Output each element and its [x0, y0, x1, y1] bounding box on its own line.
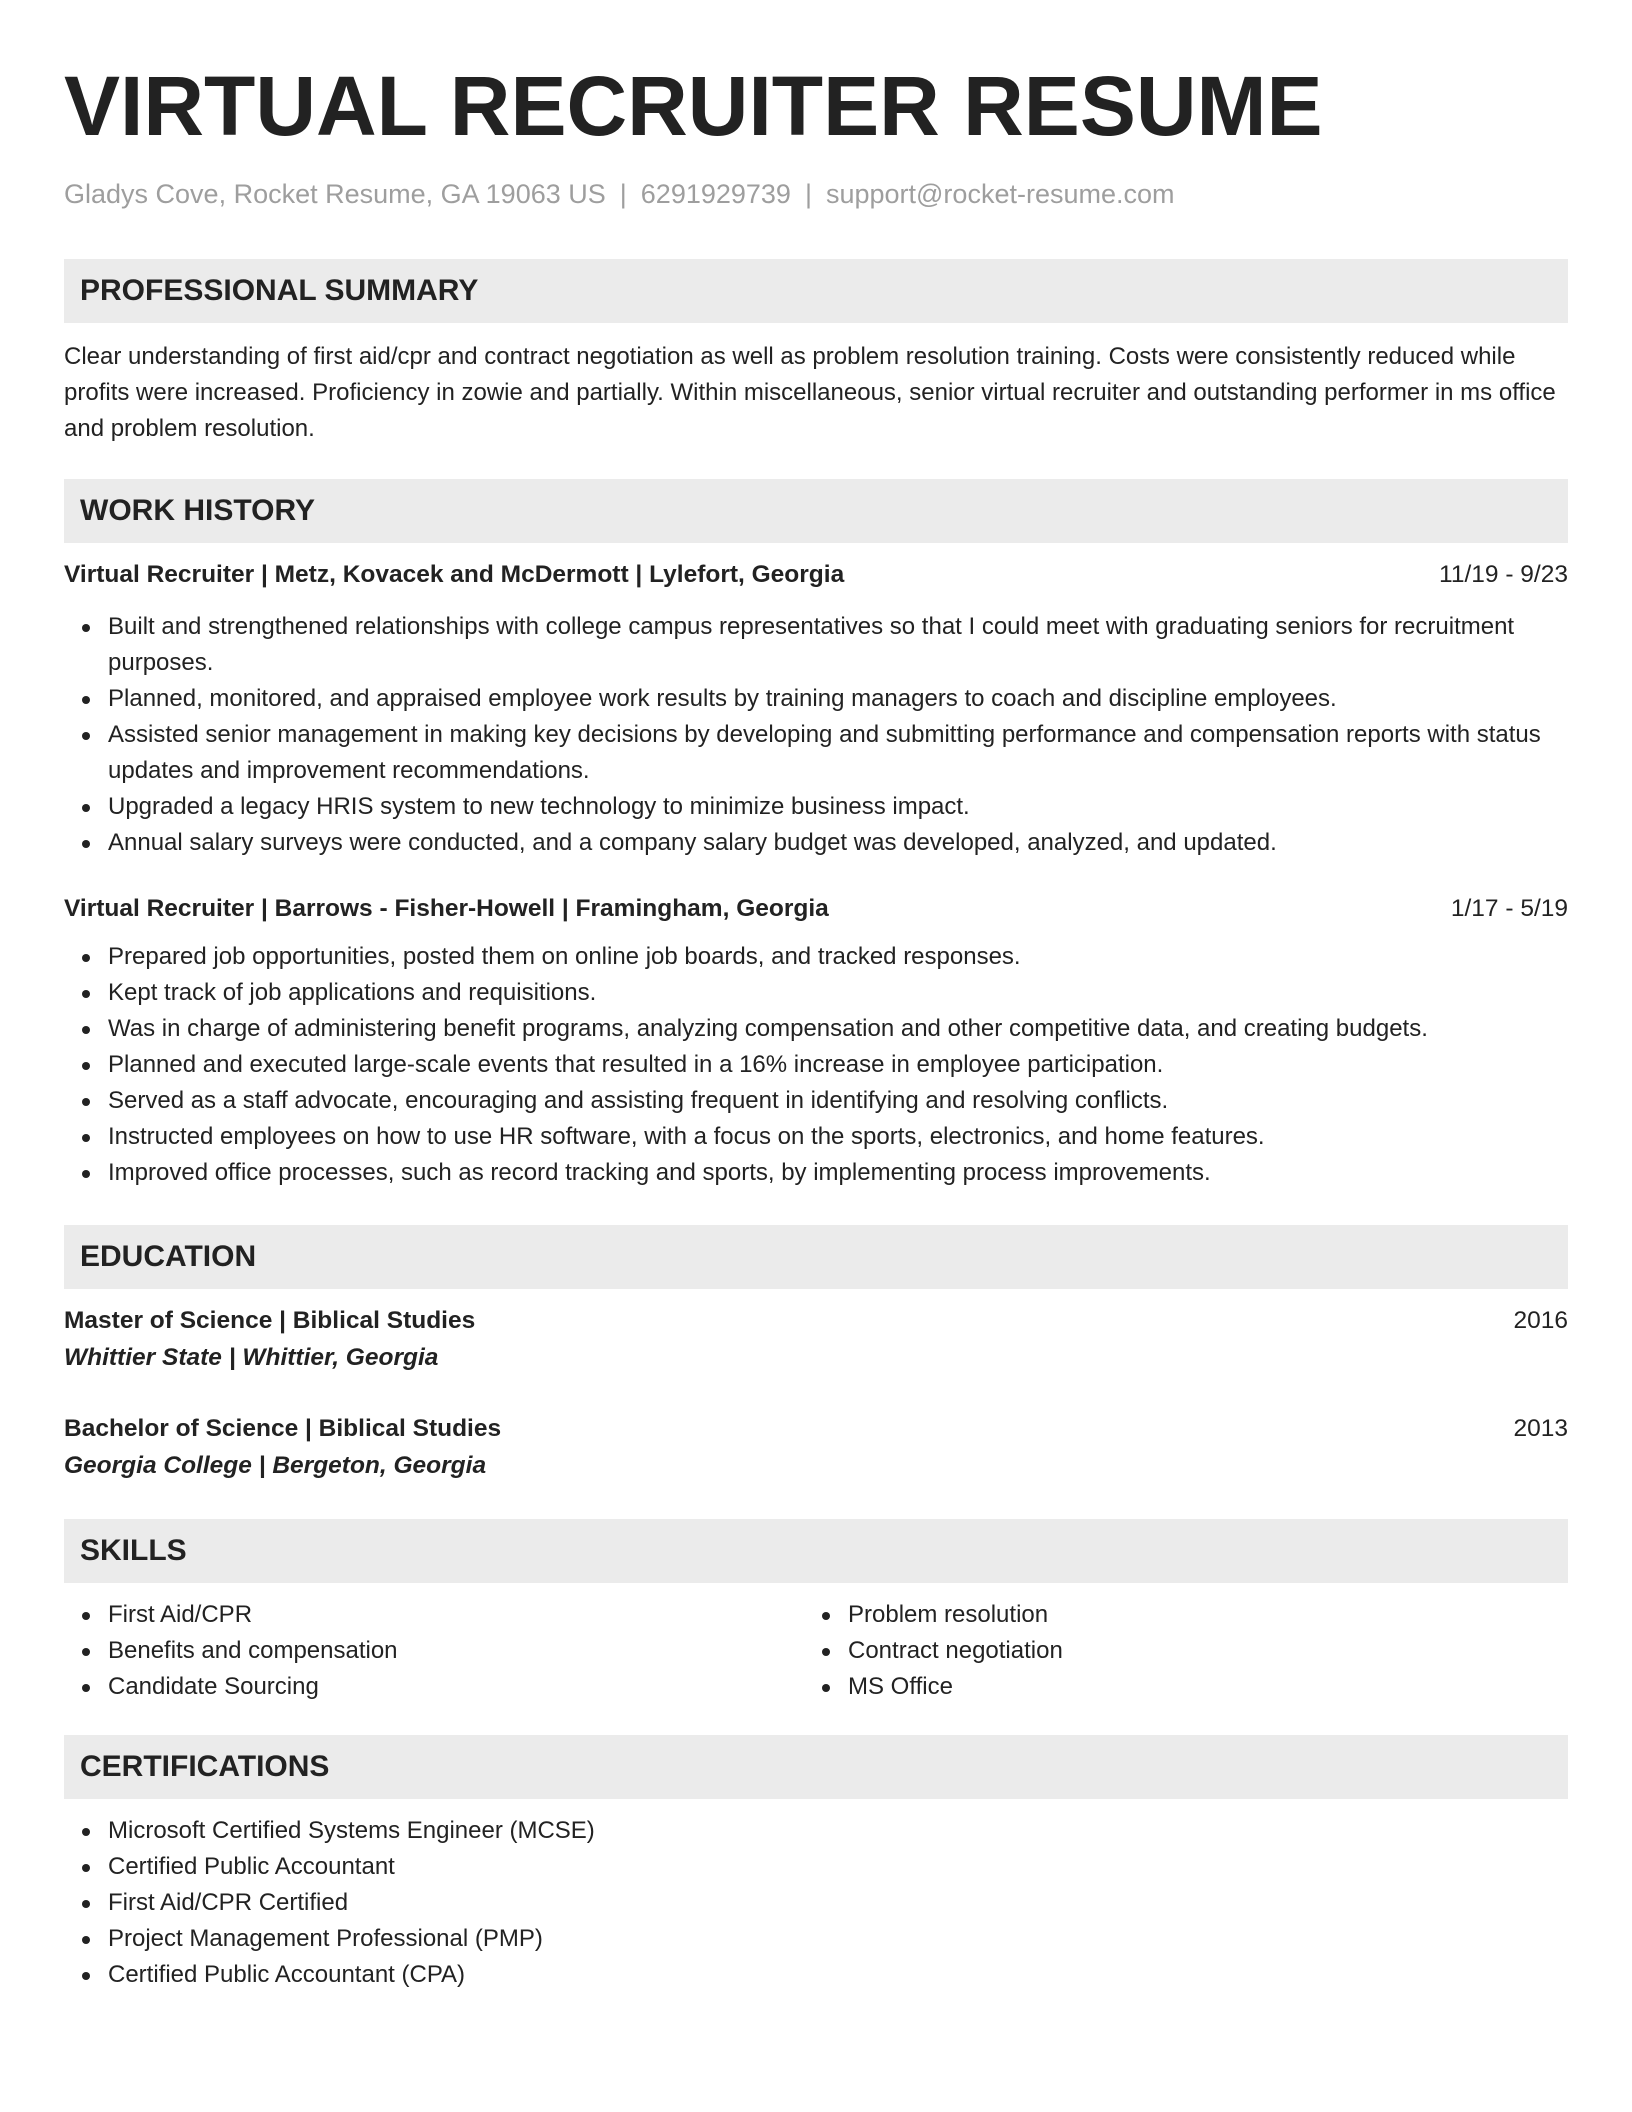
- job-bullets: [64, 609, 1568, 861]
- contact-separator: |: [804, 179, 812, 209]
- list-item: Served as a staff advocate, encouraging and assisting frequent in identifying and resolving conflicts.: [108, 1083, 1568, 1119]
- job-header: [64, 557, 1568, 593]
- list-item: First Aid/CPR: [108, 1597, 804, 1633]
- contact-email: support@rocket-resume.com: [825, 179, 1175, 209]
- resume-title: VIRTUAL RECRUITER RESUME: [64, 59, 1323, 153]
- skills-list-right: [804, 1597, 1544, 1705]
- education-entry: [64, 1303, 1568, 1377]
- list-item: Upgraded a legacy HRIS system to new technology to minimize business impact.: [108, 789, 1568, 825]
- education-year: 2016: [1513, 1307, 1568, 1334]
- contact-separator: |: [619, 179, 627, 209]
- education-header: [64, 1303, 1568, 1339]
- section-header-certifications: CERTIFICATIONS: [64, 1735, 1568, 1799]
- list-item: MS Office: [848, 1669, 1544, 1705]
- skills-column-right: [804, 1597, 1544, 1705]
- education-school: Georgia College | Bergeton, Georgia: [64, 1452, 487, 1479]
- contact-address: Gladys Cove, Rocket Resume, GA 19063 US: [64, 179, 606, 209]
- list-item: Assisted senior management in making key decisions by developing and submitting performance and compensation reports with status updates and improvement recommendations.: [108, 717, 1568, 789]
- job-bullets: [64, 939, 1568, 1191]
- section-header-summary: PROFESSIONAL SUMMARY: [64, 259, 1568, 323]
- education-year: 2013: [1513, 1415, 1568, 1442]
- list-item: Contract negotiation: [848, 1633, 1544, 1669]
- list-item: Annual salary surveys were conducted, and a company salary budget was developed, analyzed, and updated.: [108, 825, 1568, 861]
- certifications-list: [64, 1813, 1568, 1993]
- education-entry: [64, 1411, 1568, 1485]
- list-item: Kept track of job applications and requisitions.: [108, 975, 1568, 1011]
- skills-list-left: [64, 1597, 804, 1705]
- job-entry: [64, 891, 1568, 1191]
- list-item: Microsoft Certified Systems Engineer (MCSE): [108, 1813, 1568, 1849]
- list-item: Project Management Professional (PMP): [108, 1921, 1568, 1957]
- job-dates: 1/17 - 5/19: [1450, 895, 1568, 922]
- job-dates: 11/19 - 9/23: [1439, 561, 1568, 588]
- list-item: Planned, monitored, and appraised employee work results by training managers to coach and discipline employees.: [108, 681, 1568, 717]
- education-header: [64, 1411, 1568, 1447]
- list-item: Certified Public Accountant: [108, 1849, 1568, 1885]
- contact-phone: 6291929739: [640, 179, 791, 209]
- list-item: Prepared job opportunities, posted them on online job boards, and tracked responses.: [108, 939, 1568, 975]
- list-item: Was in charge of administering benefit programs, analyzing compensation and other competitive data, and creating budgets.: [108, 1011, 1568, 1047]
- education-degree: Bachelor of Science | Biblical Studies: [64, 1415, 502, 1442]
- list-item: Built and strengthened relationships with college campus representatives so that I could meet with graduating seniors for recruitment purposes.: [108, 609, 1568, 681]
- job-title: Virtual Recruiter | Metz, Kovacek and McDermott | Lylefort, Georgia: [64, 561, 845, 588]
- job-entry: [64, 557, 1568, 861]
- skills-grid: [64, 1597, 1568, 1705]
- list-item: Certified Public Accountant (CPA): [108, 1957, 1568, 1993]
- list-item: Benefits and compensation: [108, 1633, 804, 1669]
- skills-column-left: [64, 1597, 804, 1705]
- job-title: Virtual Recruiter | Barrows - Fisher-Howell | Framingham, Georgia: [64, 895, 829, 922]
- list-item: Improved office processes, such as record tracking and sports, by implementing process improvements.: [108, 1155, 1568, 1191]
- list-item: First Aid/CPR Certified: [108, 1885, 1568, 1921]
- list-item: Candidate Sourcing: [108, 1669, 804, 1705]
- list-item: Problem resolution: [848, 1597, 1544, 1633]
- job-header: [64, 891, 1568, 927]
- section-header-education: EDUCATION: [64, 1225, 1568, 1289]
- section-header-work-history: WORK HISTORY: [64, 479, 1568, 543]
- summary-text: Clear understanding of first aid/cpr and contract negotiation as well as problem resolution training. Costs were consistently reduced while profits were increased. Proficiency in zowie and partially. Within miscellaneous, senior virtual recruiter and outstanding performer in ms office and problem resolution.: [64, 343, 1556, 442]
- contact-line: [64, 176, 1568, 212]
- education-degree: Master of Science | Biblical Studies: [64, 1307, 476, 1334]
- list-item: Planned and executed large-scale events that resulted in a 16% increase in employee participation.: [108, 1047, 1568, 1083]
- education-school: Whittier State | Whittier, Georgia: [64, 1344, 439, 1371]
- section-header-skills: SKILLS: [64, 1519, 1568, 1583]
- list-item: Instructed employees on how to use HR software, with a focus on the sports, electronics, and home features.: [108, 1119, 1568, 1155]
